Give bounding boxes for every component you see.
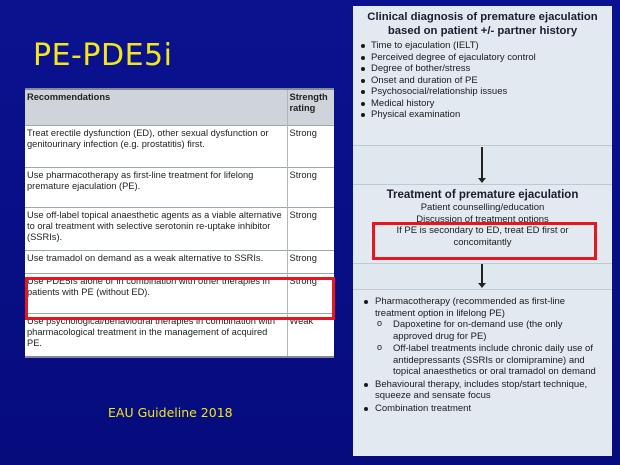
recommendation-text: Use pharmacotherapy as first-line treatment for lifelong premature ejaculation (PE). — [25, 167, 287, 207]
recommendation-text: Use PDE5Is alone or in combination with other therapies in patients with PE (without ED). — [25, 274, 287, 314]
list-item: Perceived degree of ejaculatory control — [359, 52, 606, 64]
list-item: Behavioural therapy, includes stop/start technique, squeeze and sensate focus — [361, 379, 604, 402]
option-text: Pharmacotherapy (recommended as first-line treatment option in lifelong PE) — [375, 296, 566, 319]
strength-value: Strong — [287, 207, 334, 250]
strength-value: Strong — [287, 251, 334, 274]
diagnosis-heading: Clinical diagnosis of premature ejaculation based on patient +/- partner history — [367, 11, 598, 37]
slide-title: PE-PDE5i — [33, 38, 173, 73]
table-row — [25, 125, 334, 167]
treatment-options-list — [361, 296, 604, 414]
table-header-row — [25, 89, 334, 125]
table-row — [25, 314, 334, 357]
list-item: Medical history — [359, 98, 606, 110]
list-item: Physical examination — [359, 109, 606, 121]
treatment-line: Patient counselling/education — [420, 202, 545, 213]
diagnosis-box — [353, 6, 612, 146]
diagnosis-list — [359, 40, 606, 121]
treatment-heading: Treatment of premature ejaculation — [386, 189, 579, 201]
recommendation-text: Use tramadol on demand as a weak alternative to SSRIs. — [25, 251, 287, 274]
table-row — [25, 167, 334, 207]
list-item: Degree of bother/stress — [359, 63, 606, 75]
list-item: Psychosocial/relationship issues — [359, 86, 606, 98]
table-row — [25, 207, 334, 250]
pde5i-highlight-box — [25, 277, 335, 320]
recommendation-text: Use psychological/behavioural therapies in combination with pharmacological treatment in the management of acquired PE. — [25, 314, 287, 357]
list-item: o Dapoxetine for on-demand use (the only approved drug for PE) — [375, 319, 604, 342]
strength-value: Strong — [287, 274, 334, 314]
recommendation-text: Treat erectile dysfunction (ED), other sexual dysfunction or genitourinary infection (e.g. prostatitis) first. — [25, 125, 287, 167]
strength-value: Weak — [287, 314, 334, 357]
header-strength-rating: Strength rating — [287, 89, 334, 125]
header-recommendations: Recommendations — [25, 89, 287, 125]
recommendation-text: Use off-label topical anaesthetic agents as a viable alternative to oral treatment with selective serotonin re-uptake inhibitor (SSRIs). — [25, 207, 287, 250]
pharmacotherapy-sublist — [375, 319, 604, 378]
strength-value: Strong — [287, 167, 334, 207]
list-item: Time to ejaculation (IELT) — [359, 40, 606, 52]
list-item: Combination treatment — [361, 403, 604, 415]
ed-first-highlight-box — [372, 222, 597, 260]
table-row — [25, 251, 334, 274]
strength-value: Strong — [287, 125, 334, 167]
arrow-down-icon — [481, 147, 483, 179]
arrow-down-icon — [481, 264, 483, 284]
list-item: o Off-label treatments include chronic daily use of antidepressants (SSRIs or clomipramine) and topical anaesthetics or oral tramadol on demand — [375, 343, 604, 378]
treatment-options-box — [353, 289, 612, 456]
list-item — [361, 296, 604, 378]
guideline-source: EAU Guideline 2018 — [108, 405, 233, 420]
treatment-line: Discussion of treatment options — [416, 213, 549, 225]
list-item: Onset and duration of PE — [359, 75, 606, 87]
treatment-highlight-text: If PE is secondary to ED, treat ED first or concomitantly — [396, 225, 569, 248]
